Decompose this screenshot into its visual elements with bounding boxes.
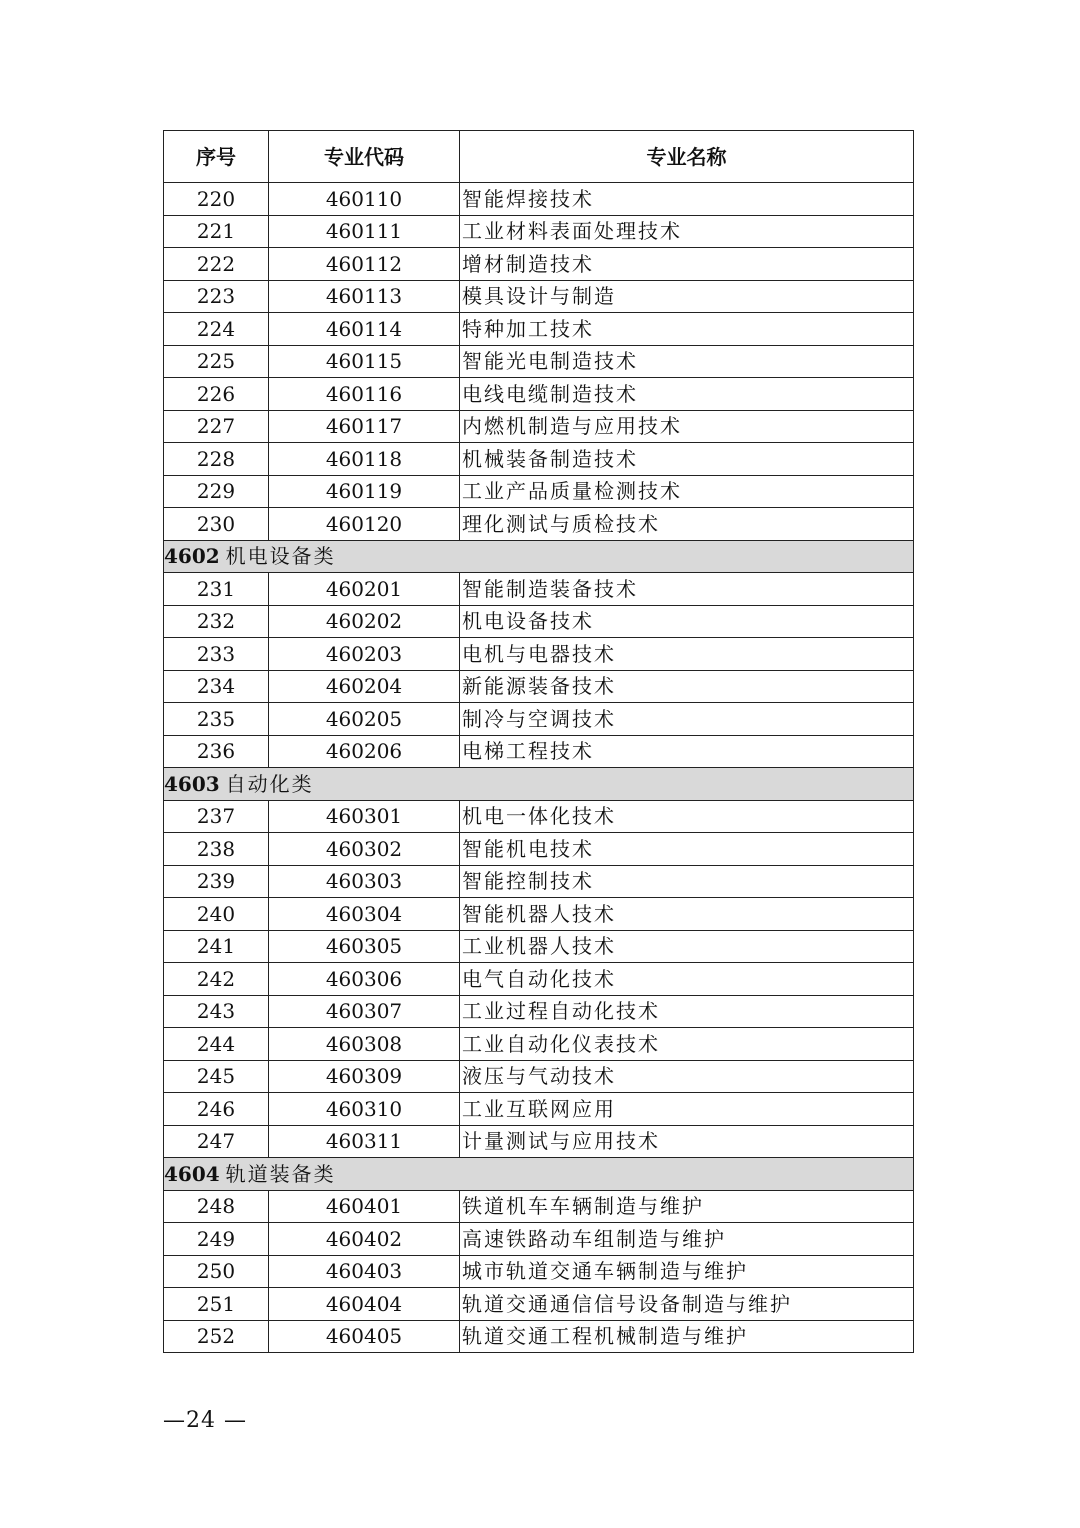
seq-cell: 239	[164, 865, 269, 898]
table-row	[164, 183, 914, 216]
code-cell: 460116	[269, 378, 460, 411]
table-row	[164, 898, 914, 931]
code-cell: 460307	[269, 995, 460, 1028]
table-row	[164, 963, 914, 996]
name-cell: 内燃机制造与应用技术	[460, 410, 914, 443]
seq-cell: 248	[164, 1190, 269, 1223]
seq-cell: 251	[164, 1288, 269, 1321]
name-cell: 工业材料表面处理技术	[460, 215, 914, 248]
table-row	[164, 313, 914, 346]
table-row	[164, 1060, 914, 1093]
table-row	[164, 1255, 914, 1288]
header-seq: 序号	[164, 131, 269, 183]
name-cell: 轨道交通通信信号设备制造与维护	[460, 1288, 914, 1321]
code-cell: 460204	[269, 670, 460, 703]
name-cell: 智能机器人技术	[460, 898, 914, 931]
table-row	[164, 670, 914, 703]
code-cell: 460119	[269, 475, 460, 508]
code-cell: 460115	[269, 345, 460, 378]
code-cell: 460402	[269, 1223, 460, 1256]
name-cell: 轨道交通工程机械制造与维护	[460, 1320, 914, 1353]
seq-cell: 234	[164, 670, 269, 703]
name-cell: 机电一体化技术	[460, 800, 914, 833]
code-cell: 460111	[269, 215, 460, 248]
header-code: 专业代码	[269, 131, 460, 183]
seq-cell: 246	[164, 1093, 269, 1126]
category-cell	[164, 768, 914, 801]
code-cell: 460205	[269, 703, 460, 736]
table-row	[164, 443, 914, 476]
table-row	[164, 865, 914, 898]
table-row	[164, 280, 914, 313]
table-row	[164, 735, 914, 768]
code-cell: 460309	[269, 1060, 460, 1093]
code-cell: 460117	[269, 410, 460, 443]
name-cell: 理化测试与质检技术	[460, 508, 914, 541]
name-cell: 增材制造技术	[460, 248, 914, 281]
code-cell: 460206	[269, 735, 460, 768]
code-cell: 460114	[269, 313, 460, 346]
table-row	[164, 573, 914, 606]
name-cell: 新能源装备技术	[460, 670, 914, 703]
name-cell: 智能焊接技术	[460, 183, 914, 216]
seq-cell: 236	[164, 735, 269, 768]
seq-cell: 228	[164, 443, 269, 476]
seq-cell: 249	[164, 1223, 269, 1256]
code-cell: 460304	[269, 898, 460, 931]
seq-cell: 243	[164, 995, 269, 1028]
seq-cell: 233	[164, 638, 269, 671]
table-row	[164, 703, 914, 736]
name-cell: 电机与电器技术	[460, 638, 914, 671]
code-cell: 460120	[269, 508, 460, 541]
category-name: 自动化类	[225, 771, 314, 796]
code-cell: 460118	[269, 443, 460, 476]
table-row	[164, 833, 914, 866]
code-cell: 460308	[269, 1028, 460, 1061]
code-cell: 460203	[269, 638, 460, 671]
seq-cell: 250	[164, 1255, 269, 1288]
seq-cell: 241	[164, 930, 269, 963]
code-cell: 460113	[269, 280, 460, 313]
code-cell: 460301	[269, 800, 460, 833]
table-row	[164, 605, 914, 638]
name-cell: 液压与气动技术	[460, 1060, 914, 1093]
name-cell: 电线电缆制造技术	[460, 378, 914, 411]
name-cell: 计量测试与应用技术	[460, 1125, 914, 1158]
code-cell: 460310	[269, 1093, 460, 1126]
code-cell: 460202	[269, 605, 460, 638]
code-cell: 460403	[269, 1255, 460, 1288]
category-code: 4604	[164, 1161, 220, 1186]
code-cell: 460306	[269, 963, 460, 996]
table-row	[164, 1288, 914, 1321]
seq-cell: 247	[164, 1125, 269, 1158]
seq-cell: 244	[164, 1028, 269, 1061]
name-cell: 机电设备技术	[460, 605, 914, 638]
seq-cell: 229	[164, 475, 269, 508]
code-cell: 460401	[269, 1190, 460, 1223]
seq-cell: 223	[164, 280, 269, 313]
page-number: —24 —	[163, 1408, 247, 1433]
code-cell: 460405	[269, 1320, 460, 1353]
table-row	[164, 1223, 914, 1256]
name-cell: 智能控制技术	[460, 865, 914, 898]
seq-cell: 225	[164, 345, 269, 378]
code-cell: 460112	[269, 248, 460, 281]
table-row	[164, 800, 914, 833]
code-cell: 460311	[269, 1125, 460, 1158]
seq-cell: 226	[164, 378, 269, 411]
table-row	[164, 508, 914, 541]
table-row	[164, 1028, 914, 1061]
seq-cell: 222	[164, 248, 269, 281]
table-row	[164, 930, 914, 963]
name-cell: 工业产品质量检测技术	[460, 475, 914, 508]
table-row	[164, 475, 914, 508]
name-cell: 电梯工程技术	[460, 735, 914, 768]
category-code: 4602	[164, 544, 220, 569]
category-cell	[164, 540, 914, 573]
category-row	[164, 540, 914, 573]
table-row	[164, 215, 914, 248]
name-cell: 工业自动化仪表技术	[460, 1028, 914, 1061]
name-cell: 制冷与空调技术	[460, 703, 914, 736]
category-code: 4603	[164, 771, 220, 796]
table-row	[164, 1190, 914, 1223]
table-row	[164, 248, 914, 281]
seq-cell: 227	[164, 410, 269, 443]
seq-cell: 231	[164, 573, 269, 606]
table-row	[164, 1093, 914, 1126]
category-cell	[164, 1158, 914, 1191]
seq-cell: 238	[164, 833, 269, 866]
header-name: 专业名称	[460, 131, 914, 183]
table-row	[164, 1125, 914, 1158]
name-cell: 智能机电技术	[460, 833, 914, 866]
name-cell: 工业互联网应用	[460, 1093, 914, 1126]
major-catalog-table	[163, 130, 914, 1353]
code-cell: 460404	[269, 1288, 460, 1321]
code-cell: 460201	[269, 573, 460, 606]
name-cell: 工业机器人技术	[460, 930, 914, 963]
name-cell: 智能光电制造技术	[460, 345, 914, 378]
table-header-row	[164, 131, 914, 183]
category-row	[164, 1158, 914, 1191]
category-row	[164, 768, 914, 801]
category-name: 轨道装备类	[225, 1161, 336, 1186]
seq-cell: 237	[164, 800, 269, 833]
seq-cell: 220	[164, 183, 269, 216]
seq-cell: 245	[164, 1060, 269, 1093]
name-cell: 智能制造装备技术	[460, 573, 914, 606]
seq-cell: 224	[164, 313, 269, 346]
name-cell: 城市轨道交通车辆制造与维护	[460, 1255, 914, 1288]
table-row	[164, 638, 914, 671]
code-cell: 460110	[269, 183, 460, 216]
name-cell: 模具设计与制造	[460, 280, 914, 313]
table-row	[164, 378, 914, 411]
name-cell: 特种加工技术	[460, 313, 914, 346]
seq-cell: 235	[164, 703, 269, 736]
name-cell: 电气自动化技术	[460, 963, 914, 996]
name-cell: 工业过程自动化技术	[460, 995, 914, 1028]
seq-cell: 232	[164, 605, 269, 638]
name-cell: 高速铁路动车组制造与维护	[460, 1223, 914, 1256]
category-name: 机电设备类	[225, 544, 336, 569]
code-cell: 460302	[269, 833, 460, 866]
table-row	[164, 1320, 914, 1353]
seq-cell: 230	[164, 508, 269, 541]
name-cell: 铁道机车车辆制造与维护	[460, 1190, 914, 1223]
seq-cell: 221	[164, 215, 269, 248]
code-cell: 460303	[269, 865, 460, 898]
seq-cell: 242	[164, 963, 269, 996]
code-cell: 460305	[269, 930, 460, 963]
seq-cell: 252	[164, 1320, 269, 1353]
table-row	[164, 410, 914, 443]
seq-cell: 240	[164, 898, 269, 931]
name-cell: 机械装备制造技术	[460, 443, 914, 476]
table-row	[164, 995, 914, 1028]
table-body	[164, 183, 914, 1353]
table-row	[164, 345, 914, 378]
